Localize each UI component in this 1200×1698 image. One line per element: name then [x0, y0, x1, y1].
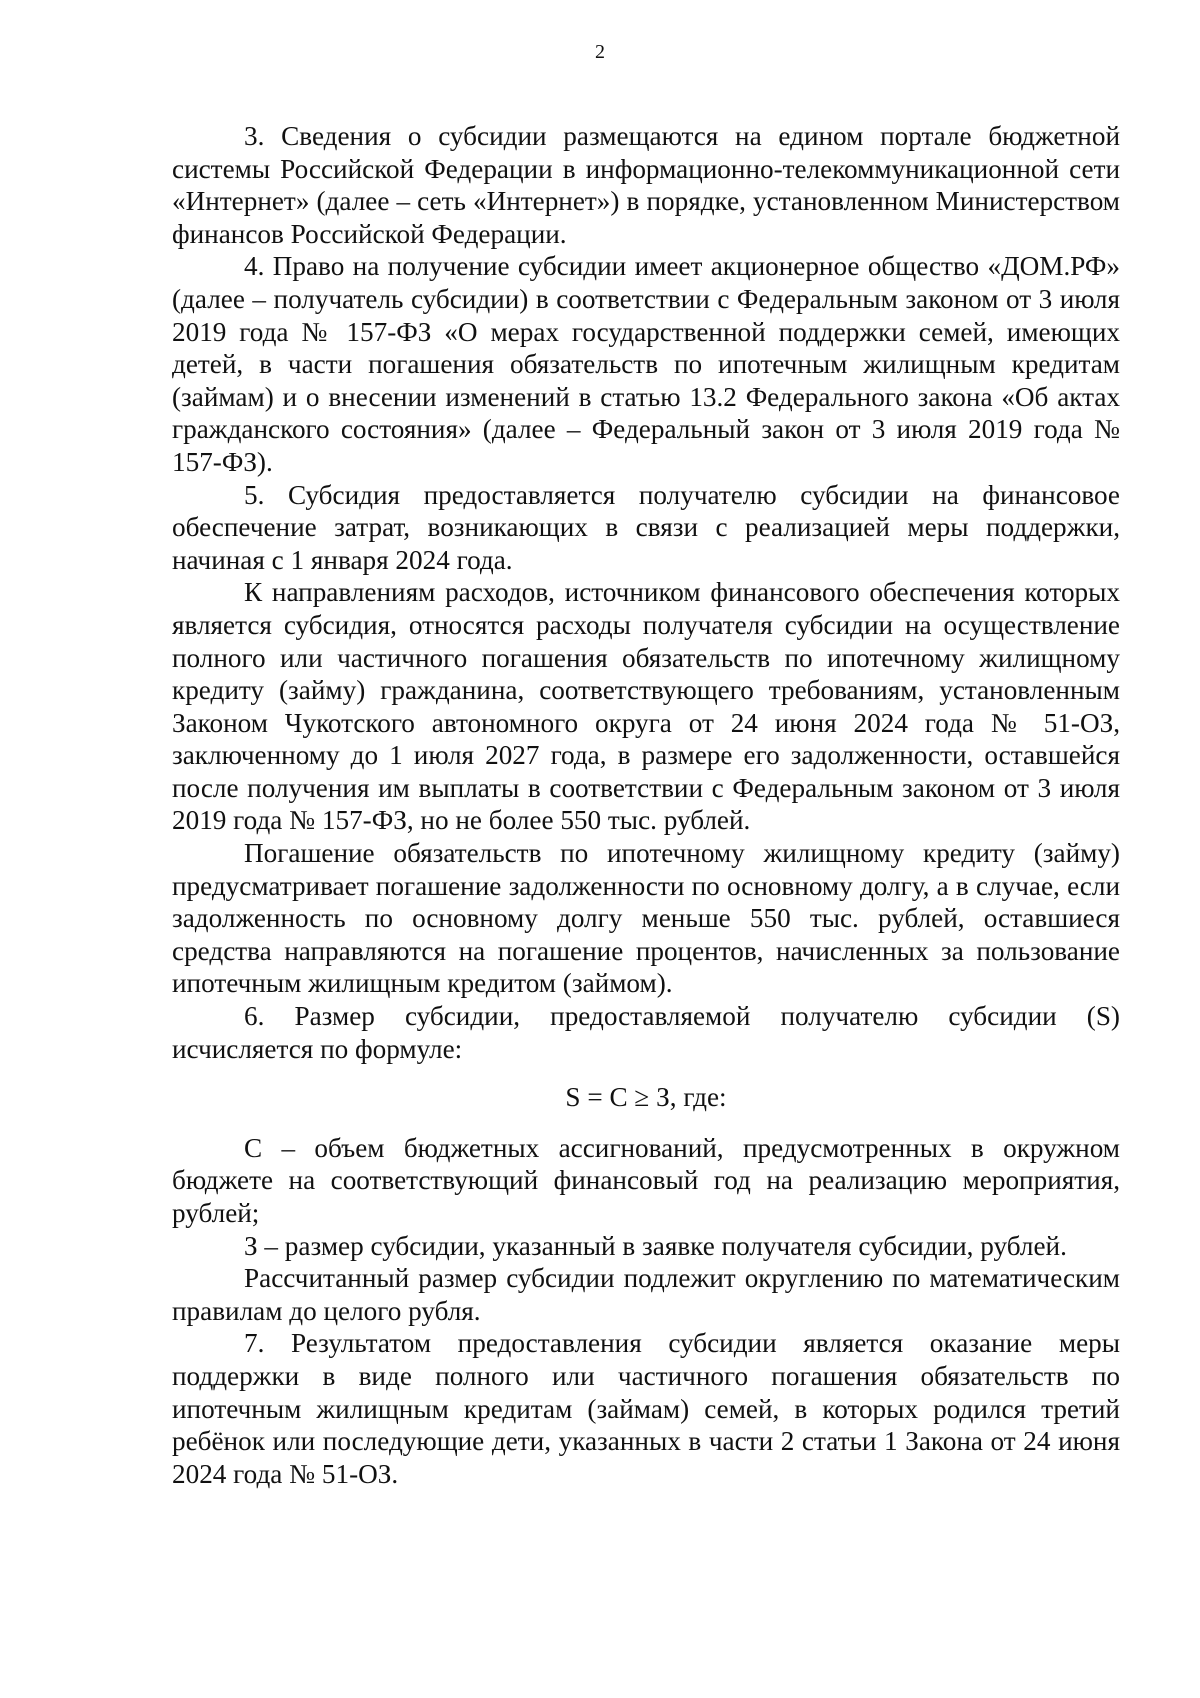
page-number: 2 [595, 41, 605, 63]
paragraph-definition-c: С – объем бюджетных ассигнований, предусмотренных в окружном бюджете на соответствующий финансовый год на реализацию мероприятия, рублей; [172, 1132, 1120, 1228]
paragraph-5: 5. Субсидия предоставляется получателю субсидии на финансовое обеспечение затрат, возникающих в связи с реализацией меры поддержки, начиная с 1 января 2024 года. [172, 479, 1120, 575]
paragraph-definition-z: З – размер субсидии, указанный в заявке получателя субсидии, рублей. [244, 1230, 1067, 1261]
paragraph-4: 4. Право на получение субсидии имеет акционерное общество «ДОМ.РФ» (далее – получатель субсидии) в соответствии с Федеральным законом от 3 июля 2019 года № 157-ФЗ «О мерах государственной поддержки семей, имеющих детей, в части погашения обязательств по ипотечным жилищным кредитам (займам) и о внесении изменений в статью 13.2 Федерального закона «Об актах гражданского состояния» (далее – Федеральный закон от 3 июля 2019 года № 157-ФЗ). [172, 251, 1120, 477]
paragraph-repayment: Погашение обязательств по ипотечному жилищному кредиту (займу) предусматривает погашение задолженности по основному долгу, а в случае, если задолженность по основному долгу меньше 550 тыс. рублей, оставшиеся средства направляются на погашение процентов, начисленных за пользование ипотечным жилищным кредитом (займом). [172, 838, 1120, 999]
subsidy-formula: S = C ≥ З, где: [565, 1082, 727, 1113]
paragraph-expense-directions: К направлениям расходов, источником финансового обеспечения которых является субсидия, относятся расходы получателя субсидии на осуществление полного или частичного погашения обязательств по ипотечному жилищному кредиту (займу) гражданина, соответствующего требованиям, установленным Законом Чукотского автономного округа от 24 июня 2024 года № 51-ОЗ, заключенному до 1 июля 2027 года, в размере его задолженности, оставшейся после получения им выплаты в соответствии с Федеральным законом от 3 июля 2019 года № 157-ФЗ, но не более 550 тыс. рублей. [172, 577, 1120, 836]
document-body [172, 120, 1120, 1490]
paragraph-6: 6. Размер субсидии, предоставляемой получателю субсидии (S) исчисляется по формуле: [172, 1001, 1120, 1064]
paragraph-7: 7. Результатом предоставления субсидии является оказание меры поддержки в виде полного или частичного погашения обязательств по ипотечным жилищным кредитам (займам) семей, в которых родился третий ребёнок или последующие дети, указанных в части 2 статьи 1 Закона от 24 июня 2024 года № 51-ОЗ. [172, 1328, 1120, 1489]
paragraph-3: 3. Сведения о субсидии размещаются на едином портале бюджетной системы Российской Федерации в информационно-телекоммуникационной сети «Интернет» (далее – сеть «Интернет») в порядке, установленном Министерством финансов Российской Федерации. [172, 121, 1120, 249]
paragraph-rounding: Рассчитанный размер субсидии подлежит округлению по математическим правилам до целого рубля. [172, 1263, 1120, 1326]
